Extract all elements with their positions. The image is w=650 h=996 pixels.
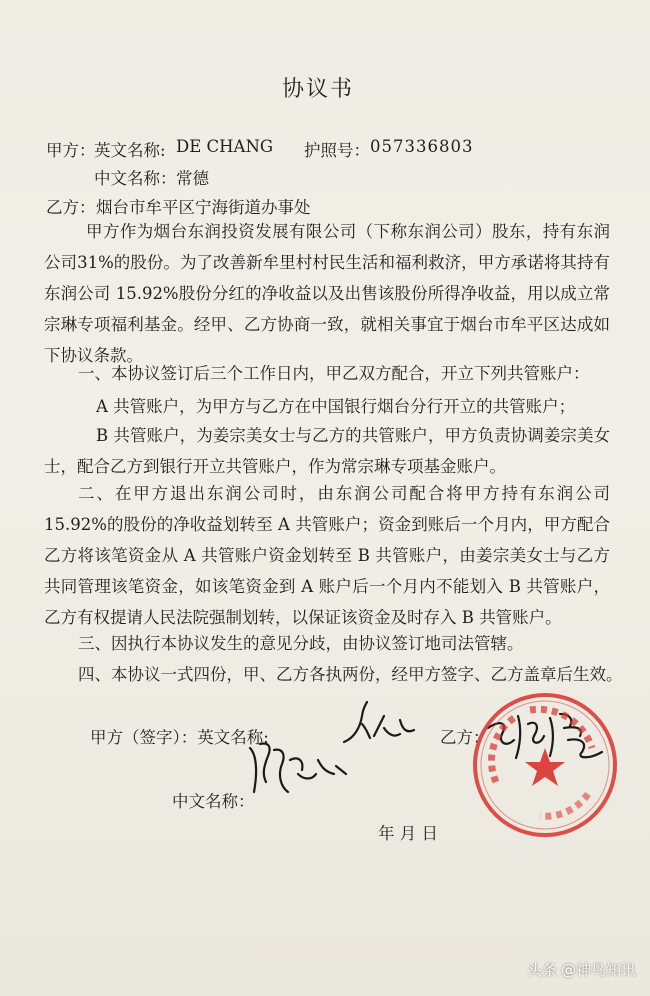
watermark-handle: @神鸟知讯 xyxy=(560,961,636,979)
cn-name-sign-label: 中文名称： xyxy=(172,792,255,811)
watermark xyxy=(527,959,636,980)
chinese-signature-mark xyxy=(242,730,352,816)
party-a-cn-name: 常德 xyxy=(176,169,209,188)
party-a-sign-label: 甲方（签字）：英文名称: xyxy=(90,728,269,747)
clause-3: 三、因执行本协议发生的意见分歧，由协议签订地司法管辖。 xyxy=(78,634,524,653)
passport-number: 057336803 xyxy=(370,137,474,156)
passport-label: 护照号： xyxy=(304,141,370,160)
intro-paragraph: 甲方作为烟台东润投资发展有限公司（下称东润公司）股东，持有东润公司31%的股份。为了改善新牟里村村民生活和福利救济，甲方承诺将其持有东润公司 15.92%股份分红的净收益以及出售该股份所得净收益，用以成立常宗琳专项福利基金。经甲、乙方协商一致，就相关事宜于烟台市牟平区达成如下协议条款。 xyxy=(44,222,610,365)
clause-1: 一、本协议签订后三个工作日内，甲乙双方配合，开立下列共管账户： xyxy=(78,364,590,383)
clause-2: 二、在甲方退出东润公司时，由东润公司配合将甲方持有东润公司 15.92%的股份的净收益划转至 A 共管账户；资金到账后一个月内，甲方配合乙方将该笔资金从 A 共管账户资金划转至 B 共管账户，由姜宗美女士与乙方共同管理该笔资金，如该笔资金到 A 账户后一个月内不能划入 B 共管账户，乙方有权提请人民法院强制划转，以保证该资金及时存入 B 共管账户。 xyxy=(44,484,610,627)
party-a-en-name: DE CHANG xyxy=(176,137,274,156)
watermark-prefix: 头条 xyxy=(526,961,557,979)
party-b-label: 乙方： xyxy=(46,198,96,217)
party-a-label: 甲方： xyxy=(46,141,96,160)
party-a-cn-name-label: 中文名称： xyxy=(94,169,177,188)
party-a-en-name-label: 英文名称: xyxy=(94,141,166,160)
official-seal-stamp xyxy=(470,690,620,840)
party-b-sign-label: 乙方： xyxy=(440,728,490,747)
document-title: 协议书 xyxy=(282,77,355,102)
party-b-name: 烟台市牟平区宁海街道办事处 xyxy=(96,198,311,217)
clause-1-a: A 共管账户，为甲方与乙方在中国银行烟台分行开立的共管账户； xyxy=(96,397,576,416)
clause-1-b: B 共管账户，为姜宗美女士与乙方的共管账户，甲方负责协调姜宗美女士，配合乙方到银行开立共管账户，作为常宗琳专项基金账户。 xyxy=(44,426,610,476)
english-signature-mark xyxy=(340,698,420,750)
date-line: 年 月 日 xyxy=(378,824,438,843)
clause-4: 四、本协议一式四份，甲、乙方各执两份，经甲方签字、乙方盖章后生效。 xyxy=(78,665,623,684)
